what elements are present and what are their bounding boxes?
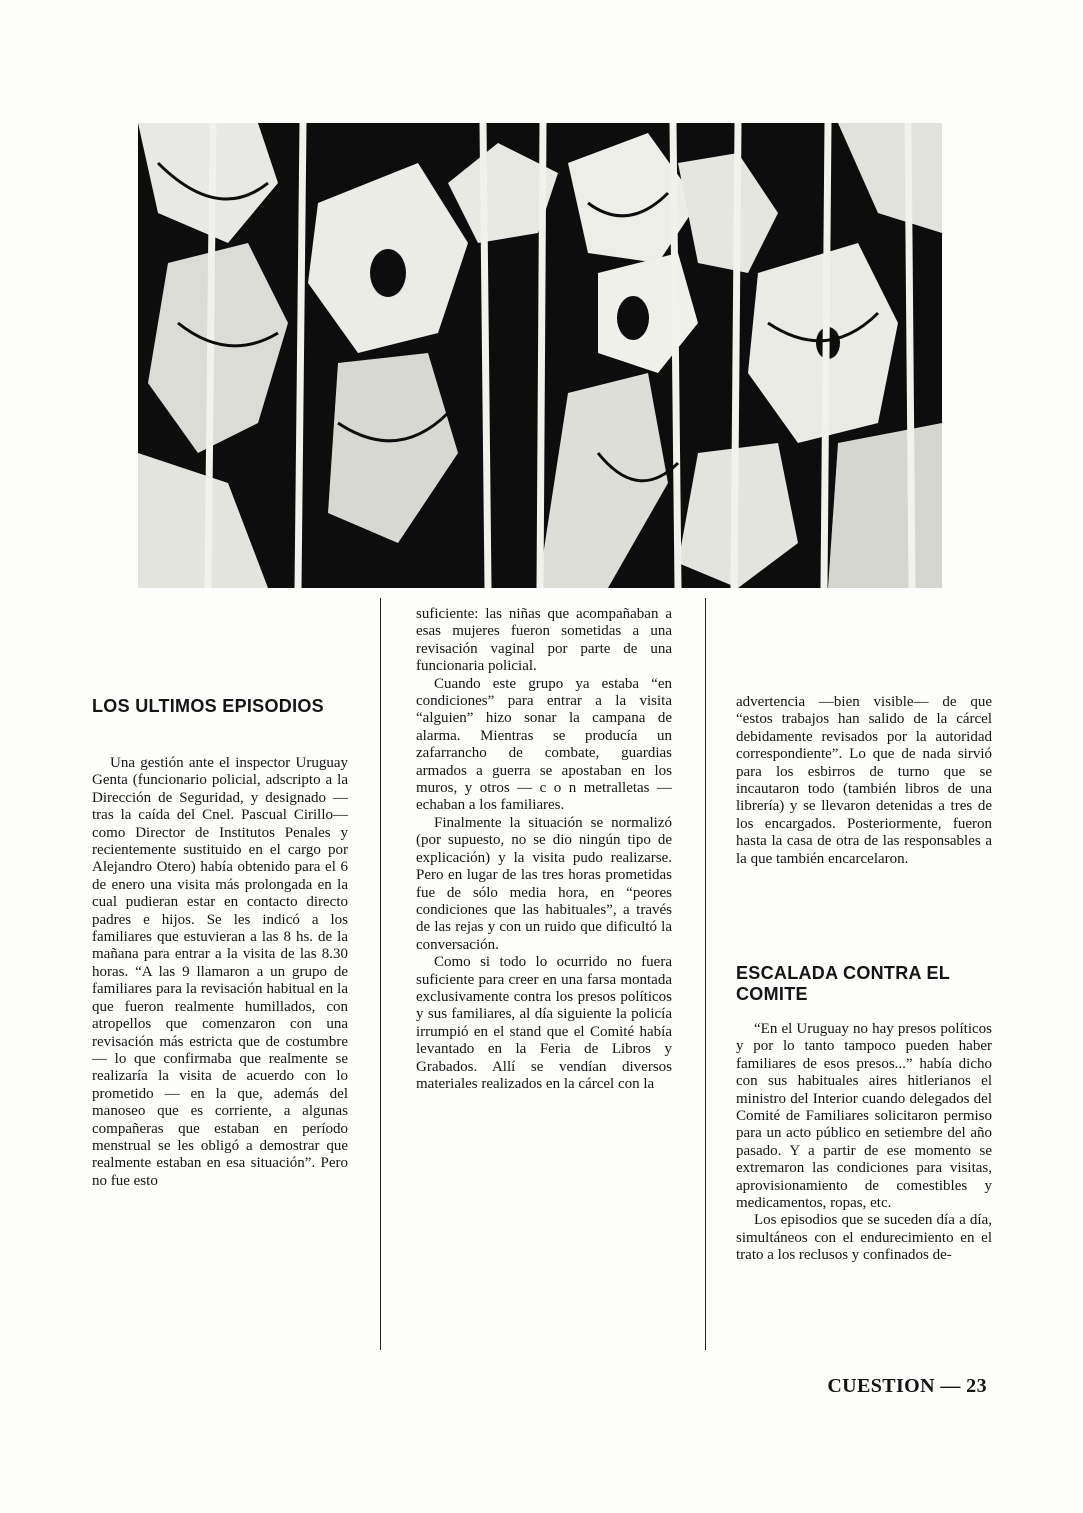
- column-divider: [380, 598, 381, 1350]
- paragraph: advertencia —bien visible— de que “estos trabajos han salido de la cárcel debidamente revisados por la autoridad correspondiente”. Lo que de nada sirvió para los esbirros de turno que se incautaron todo (también libros de una librería) y se llevaron detenidas a tres de los encargados. Posteriormente, fueron hasta la casa de otra de las responsables a la que también encarcelaron.: [736, 694, 992, 867]
- prisoners-behind-bars-icon: [138, 123, 942, 588]
- paragraph: Una gestión ante el inspector Uruguay Genta (funcionario policial, adscripto a la Dirección de Seguridad, y designado —tras la caída del Cnel. Pascual Cirillo— como Director de Institutos Penales y recientemente sustituido en el cargo por Alejandro Otero) había obtenido para el 6 de enero una visita más prolongada en la cual pudieran estar en contacto directo padres e hijos. Se les indicó a los familiares que estuvieran a las 8 hs. de la mañana para entrar a la visita de las 8.30 horas. “A las 9 llamaron a un grupo de familiares para la revisación habitual en la que fueron realmente humillados, con atropellos que comenzaron con una revisación más estricta que de costumbre — lo que confirmaba que realmente se realizaría la visita de acuerdo con lo prometido — en la que, además del manoseo que es corriente, a algunas compañeras que estaban en período menstrual se les obligó a demostrar que realmente estaban en esa situación”. Pero no fue esto: [92, 755, 348, 1189]
- page-footer: CUESTION — 23: [827, 1375, 987, 1397]
- section-heading-ultimos-episodios: LOS ULTIMOS EPISODIOS: [92, 696, 324, 716]
- paragraph: Cuando este grupo ya estaba “en condiciones” para entrar a la visita “alguien” hizo sonar la campana de alarma. Mientras se producía un zafarrancho de combate, guardias armados a guerra se apostaban en los muros, y otros — c o n metralletas — echaban a los familiares.: [416, 675, 672, 814]
- paragraph: “En el Uruguay no hay presos políticos y por lo tanto tampoco pueden haber familiares de esos presos...” había dicho con sus habituales aires hitlerianos el ministro del Interior cuando delegados del Comité de Familiares solicitaron permiso para un acto público en setiembre del año pasado. Y a partir de ese momento se extremaron las condiciones para visitas, aprovisionamiento de comestibles y medicamentos, ropas, etc.: [736, 1021, 992, 1212]
- paragraph: suficiente: las niñas que acompañaban a esas mujeres fueron sometidas a una revisación vaginal por parte de una funcionaria policial.: [416, 606, 672, 675]
- section-heading-escalada-contra-el-comite: ESCALADA CONTRA EL COMITE: [736, 963, 950, 1004]
- woodcut-illustration: [138, 123, 942, 588]
- article-column-3-lower: [736, 1021, 992, 1265]
- article-column-2: [416, 606, 672, 1093]
- article-column-3: [736, 694, 992, 868]
- paragraph: Finalmente la situación se normalizó (por supuesto, no se dio ningún tipo de explicación) y la visita pudo realizarse. Pero en lugar de las tres horas prometidas fue de sólo media hora, en “peores condiciones que las habituales”, a través de las rejas y con un ruido que dificultó la conversación.: [416, 814, 672, 953]
- article-column-1: [92, 755, 348, 1190]
- paragraph: Los episodios que se suceden día a día, simultáneos con el endurecimiento en el trato a los reclusos y confinados de-: [736, 1212, 992, 1264]
- column-divider: [705, 598, 706, 1350]
- paragraph: Como si todo lo ocurrido no fuera suficiente para creer en una farsa montada exclusivamente contra los presos políticos y sus familiares, al día siguiente la policía irrumpió en el stand que el Comité había levantado en la Feria de Libros y Grabados. Allí se vendían diversos materiales realizados en la cárcel con la: [416, 954, 672, 1092]
